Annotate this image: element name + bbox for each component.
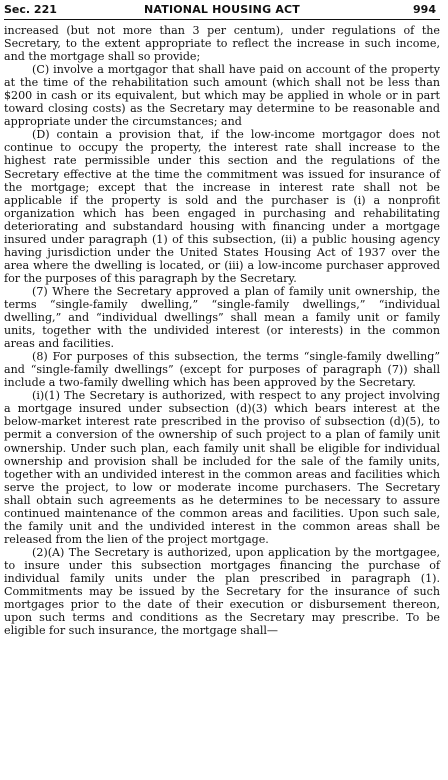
- document-page: [4, 2, 440, 776]
- section-number: Sec. 221: [4, 3, 57, 16]
- paragraph-i-1: (i)(1) The Secretary is authorized, with respect to any project involving a mortgage insured under subsection (d)(3) which bears interest at the below-market interest rate prescribed in the proviso of subsection (d)(5), to permit a conversion of the ownership of such project to a plan of family unit ownership. Under such plan, each family unit shall be eligible for individual ownership and provision shall be included for the sale of the family units, together with an undivided interest in the common areas and facilities which serve the project, to low or moderate income purchasers. The Secretary shall obtain such agreements as he determines to be necessary to assure continued maintenance of the common areas and facilities. Upon such sale, the family unit and the undivided interest in the common areas shall be released from the lien of the project mortgage.: [4, 389, 440, 546]
- statute-text: [4, 24, 440, 637]
- paragraph-2-a: (2)(A) The Secretary is authorized, upon application by the mortgagee, to insure under this subsection mortgages financing the purchase of individual family units under the plan prescribed in paragraph (1). Commitments may be issued by the Secretary for the insurance of such mortgages prior to the date of their execution or disbursement thereon, upon such terms and conditions as the Secretary may prescribe. To be eligible for such insurance, the mortgage shall—: [4, 545, 440, 638]
- paragraph-8: (8) For purposes of this subsection, the terms “single-family dwelling” and “single-family dwellings” (except for purposes of paragraph (7)) shall include a two-family dwelling which has been approved by the Secretary.: [4, 350, 440, 390]
- paragraph-continuation: increased (but not more than 3 per centum), under regulations of the Secretary, to the extent appropriate to reflect the increase in such income, and the mortgage shall so provide;: [4, 24, 440, 64]
- running-title: NATIONAL HOUSING ACT: [143, 3, 301, 16]
- paragraph-c: (C) involve a mortgagor that shall have paid on account of the property at the time of the rehabilitation such amount (which shall not be less than $200 in cash or its equivalent, but which may be applied in whole or in part toward closing costs) as the Secretary may determine to be reasonable and appropriate under the circumstances; and: [4, 63, 440, 129]
- paragraph-d: (D) contain a provision that, if the low-income mortgagor does not continue to occupy the property, the interest rate shall increase to the highest rate permissible under this section and the regulations of the Secretary effective at the time the commitment was issued for insurance of the mortgage; except that the increase in interest rate shall not be applicable if the property is sold and the purchaser is (i) a nonprofit organization which has been engaged in purchasing and rehabilitating deteriorating and substandard housing with financing under a mortgage insured under paragraph (1) of this subsection, (ii) a public housing agency having jurisdiction under the United States Housing Act of 1937 over the area where the dwelling is located, or (iii) a low-income purchaser approved for the purposes of this paragraph by the Secretary.: [4, 128, 440, 285]
- page-number: 994: [413, 3, 436, 16]
- running-header: [4, 2, 440, 20]
- paragraph-7: (7) Where the Secretary approved a plan of family unit ownership, the terms “single-family dwelling,” “single-family dwellings,” “individual dwelling,” and “individual dwellings” shall mean a family unit or family units, together with the undivided interest (or interests) in the common areas and facilities.: [4, 284, 440, 351]
